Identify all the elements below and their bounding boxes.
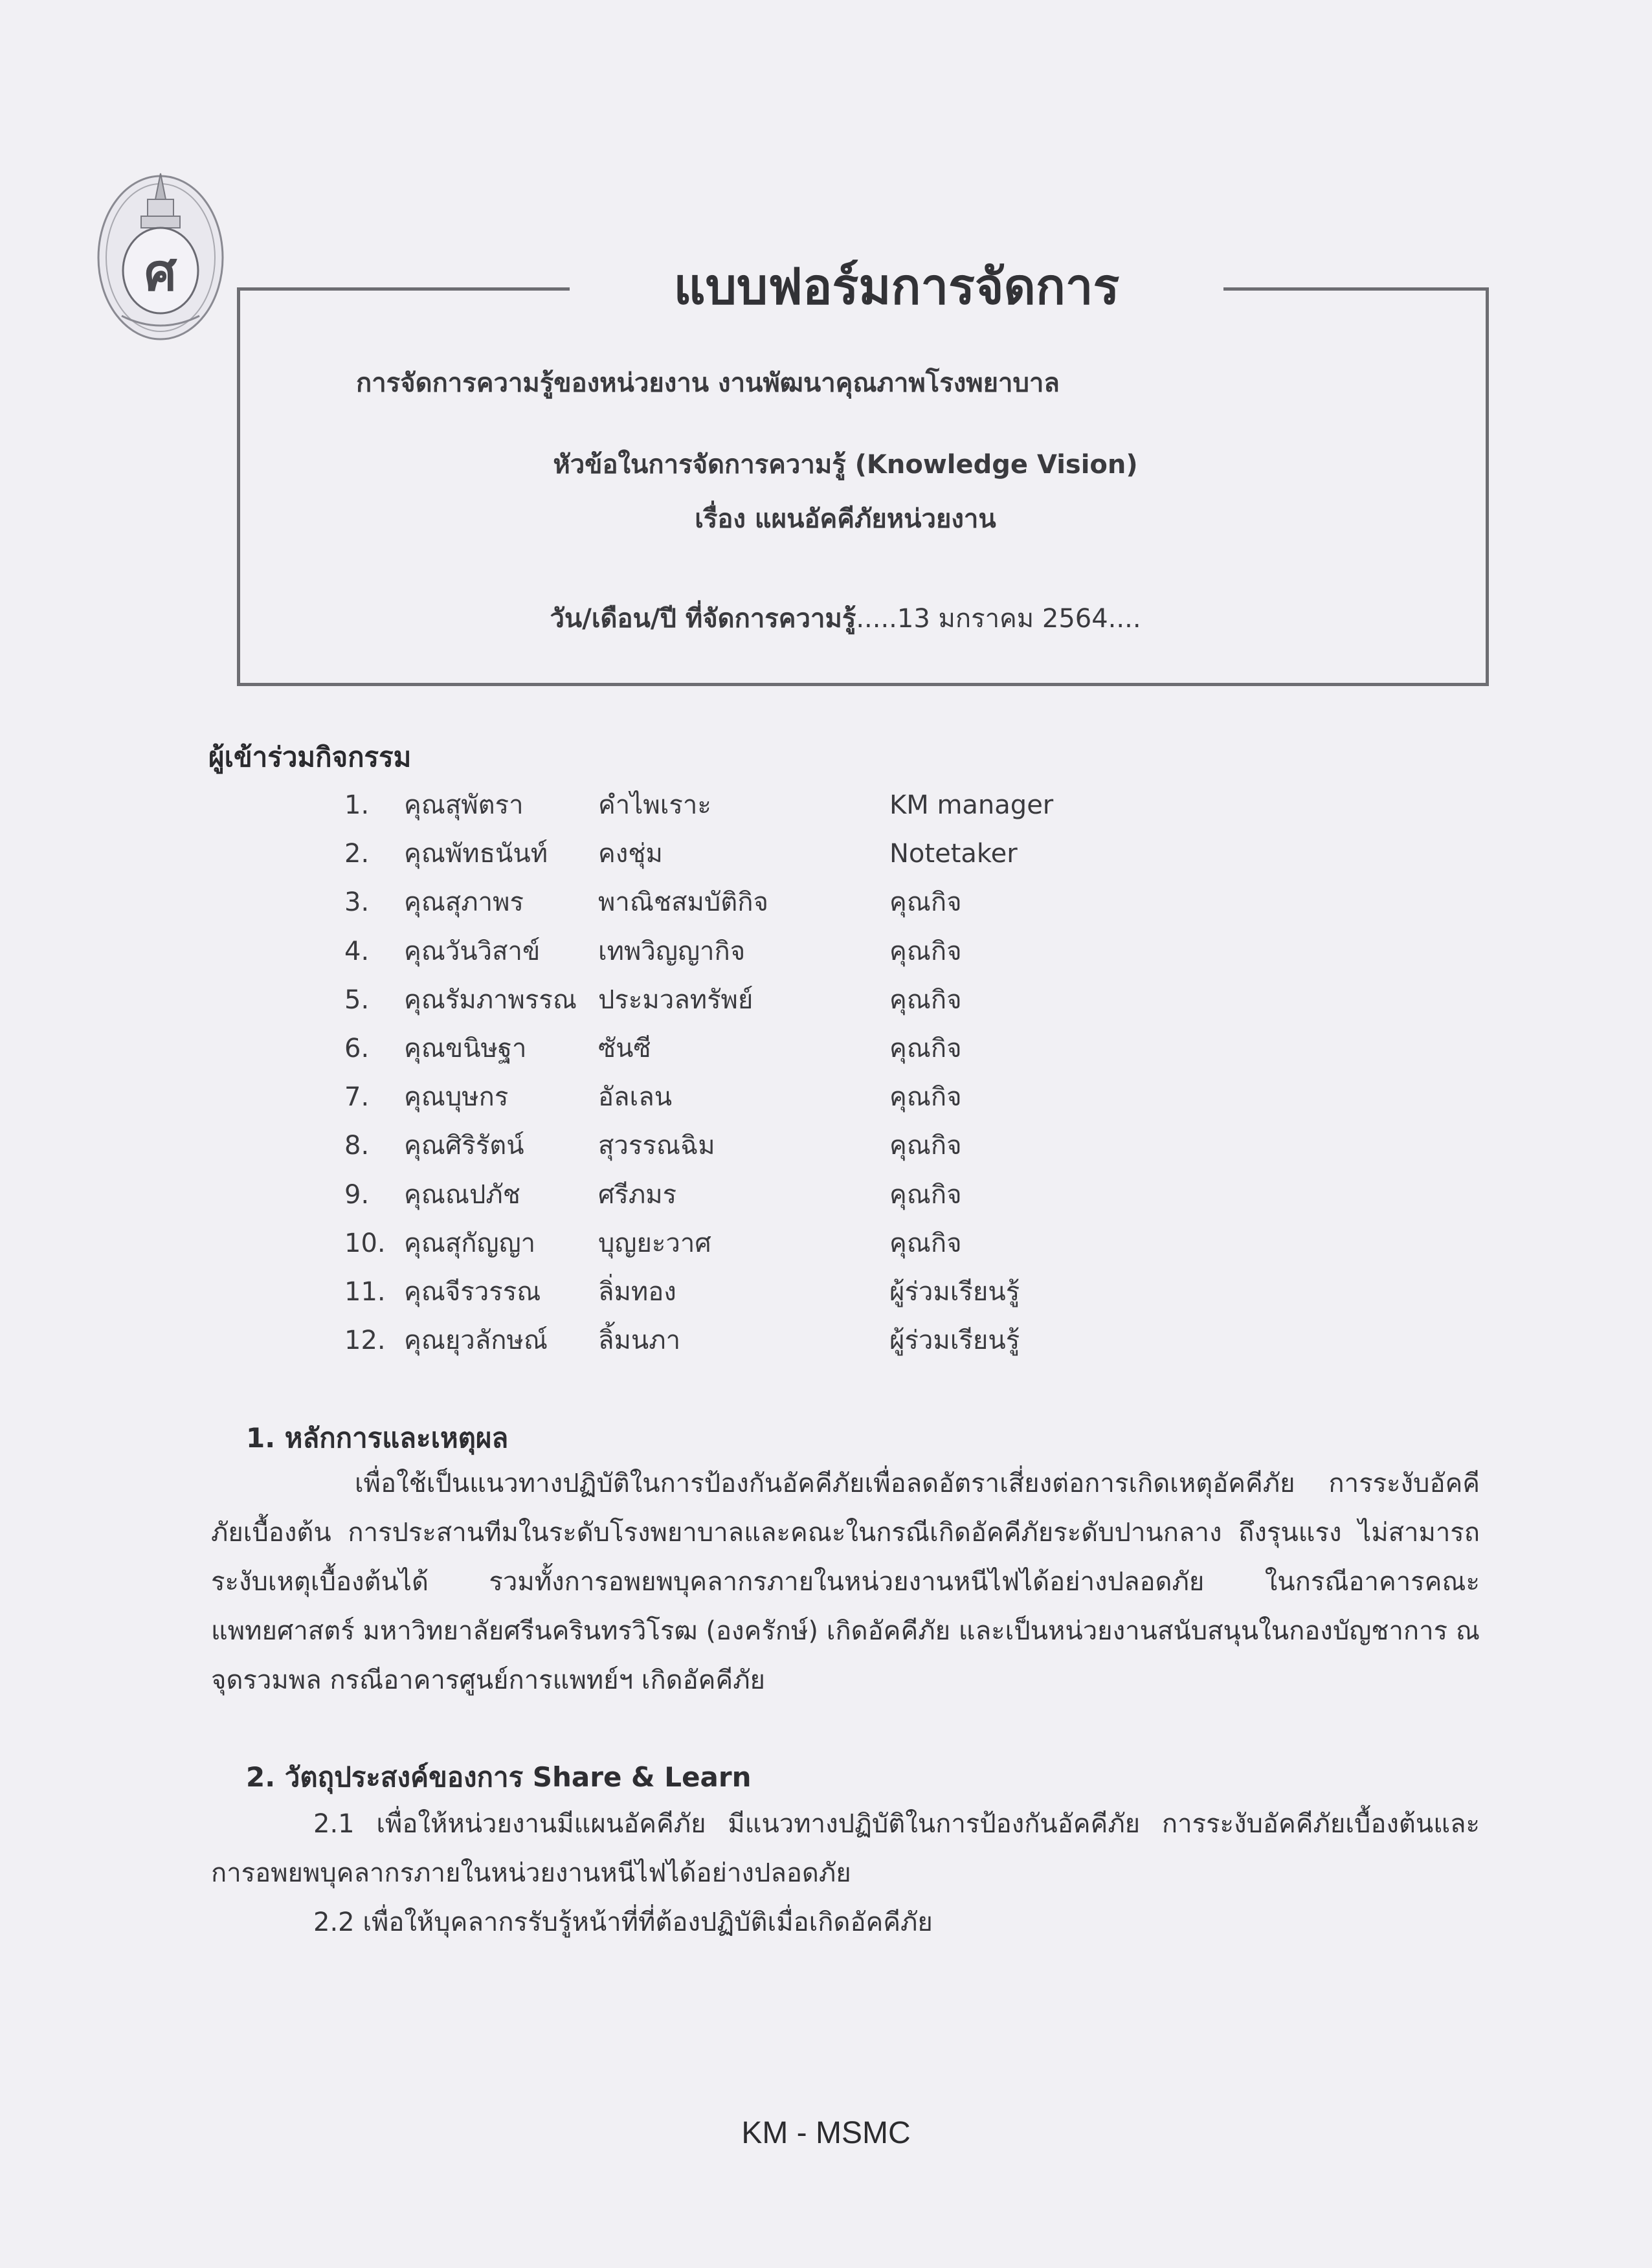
participant-row: [0, 1224, 1652, 1273]
participant-last-name: ซันซี: [598, 1033, 651, 1063]
participant-first-name: คุณณปภัช: [404, 1179, 520, 1210]
participant-row: [0, 883, 1652, 931]
participant-row: [0, 786, 1652, 834]
subject-line: เรื่อง แผนอัคคีภัยหน่วยงาน: [695, 504, 996, 534]
participant-first-name: คุณบุษกร: [404, 1082, 509, 1113]
participant-first-name: คุณจีรวรรณ: [404, 1276, 541, 1307]
participant-role: คุณกิจ: [889, 1131, 962, 1161]
footer-text: KM - MSMC: [741, 2116, 911, 2150]
participant-role: Notetaker: [889, 839, 1018, 869]
faculty-seal-icon: [96, 161, 225, 342]
participant-role: คุณกิจ: [889, 1033, 962, 1063]
participant-number: 11.: [344, 1276, 386, 1307]
participant-last-name: ศรีภมร: [598, 1179, 677, 1210]
participant-first-name: คุณสุกัญญา: [404, 1228, 536, 1258]
participant-number: 5.: [344, 984, 370, 1015]
section1-heading: 1. หลักการและเหตุผล: [246, 1422, 509, 1454]
participant-last-name: อัลเลน: [598, 1082, 673, 1113]
participant-last-name: คงชุ่ม: [598, 839, 663, 869]
participant-first-name: คุณศิริรัตน์: [404, 1131, 524, 1161]
participant-role: คุณกิจ: [889, 936, 962, 966]
participant-last-name: คำไพเราะ: [598, 790, 711, 820]
form-title: แบบฟอร์มการจัดการ: [673, 258, 1120, 315]
participant-number: 3.: [344, 887, 370, 918]
topic-line: หัวข้อในการจัดการความรู้ (Knowledge Vision): [553, 450, 1138, 480]
unit-line: การจัดการความรู้ของหน่วยงาน งานพัฒนาคุณภาพโรงพยาบาล: [356, 368, 1060, 398]
participant-first-name: คุณยุวลักษณ์: [404, 1326, 548, 1356]
participant-role: คุณกิจ: [889, 1082, 962, 1113]
participant-last-name: เทพวิญญากิจ: [598, 936, 746, 966]
participant-last-name: ประมวลทรัพย์: [598, 984, 753, 1015]
participant-number: 8.: [344, 1131, 370, 1161]
svg-text:ศ: ศ: [144, 244, 177, 302]
participant-row: [0, 1273, 1652, 1321]
date-line: [0, 599, 1652, 638]
participant-last-name: บุญยะวาศ: [598, 1228, 711, 1258]
participant-role: คุณกิจ: [889, 887, 962, 918]
participant-row: [0, 1321, 1652, 1370]
participant-row: [0, 834, 1652, 883]
participant-number: 12.: [344, 1326, 386, 1356]
participant-number: 9.: [344, 1179, 370, 1210]
participant-row: [0, 932, 1652, 981]
section2-item1: 2.1 เพื่อให้หน่วยงานมีแผนอัคคีภัย มีแนวทางปฏิบัติในการป้องกันอัคคีภัย การระงับอัคคีภัยเบื้องต้นและการอพยพบุคลากรภายในหน่วยงานหนีไฟได้อย่างปลอดภัย: [211, 1809, 1480, 1888]
participant-number: 10.: [344, 1228, 386, 1258]
participant-row: [0, 981, 1652, 1029]
participant-last-name: สุวรรณฉิม: [598, 1131, 715, 1161]
participant-row: [0, 1126, 1652, 1175]
participant-first-name: คุณสุภาพร: [404, 887, 524, 918]
participant-first-name: คุณวันวิสาข์: [404, 936, 541, 966]
participant-number: 6.: [344, 1033, 370, 1063]
participant-role: ผู้ร่วมเรียนรู้: [889, 1276, 1020, 1307]
participant-last-name: พาณิชสมบัติกิจ: [598, 887, 768, 918]
participant-first-name: คุณรัมภาพรรณ: [404, 984, 577, 1015]
participant-row: [0, 1029, 1652, 1078]
participant-role: KM manager: [889, 790, 1054, 820]
participant-number: 7.: [344, 1082, 370, 1113]
participant-role: ผู้ร่วมเรียนรู้: [889, 1326, 1020, 1356]
participant-row: [0, 1078, 1652, 1126]
participant-last-name: ลิ้มนภา: [598, 1326, 681, 1356]
frame-top-border-left: [237, 287, 570, 291]
participant-first-name: คุณสุพัตรา: [404, 790, 524, 820]
date-label: วัน/เดือน/ปี ที่จัดการความรู้: [550, 604, 856, 634]
participant-first-name: คุณพัทธนันท์: [404, 839, 548, 869]
frame-top-border-right: [1223, 287, 1489, 291]
participants-heading: ผู้เข้าร่วมกิจกรรม: [208, 741, 412, 773]
participant-number: 2.: [344, 839, 370, 869]
participant-role: คุณกิจ: [889, 1179, 962, 1210]
participant-role: คุณกิจ: [889, 984, 962, 1015]
participant-number: 1.: [344, 790, 370, 820]
section1-body: เพื่อใช้เป็นแนวทางปฏิบัติในการป้องกันอัคคีภัยเพื่อลดอัตราเสี่ยงต่อการเกิดเหตุอัคคีภัย การระงับอัคคีภัยเบื้องต้น การประสานทีมในระดับโรงพยาบาลและคณะในกรณีเกิดอัคคีภัยระดับปานกลาง ถึงรุนแรง ไม่สามารถระงับเหตุเบื้องต้นได้ รวมทั้งการอพยพบุคลากรภายในหน่วยงานหนีไฟได้อย่างปลอดภัย ในกรณีอาคารคณะแพทยศาสตร์ มหาวิทยาลัยศรีนครินทรวิโรฒ (องครักษ์) เกิดอัคคีภัย และเป็นหน่วยงานสนับสนุนในกองบัญชาการ ณ จุดรวมพล กรณีอาคารศูนย์การแพทย์ฯ เกิดอัคคีภัย: [211, 1469, 1480, 1695]
participant-row: [0, 1175, 1652, 1224]
participant-last-name: ลิ่มทอง: [598, 1276, 676, 1307]
section2-heading: 2. วัตถุประสงค์ของการ Share & Learn: [246, 1761, 752, 1793]
date-value: .....13 มกราคม 2564....: [856, 604, 1141, 634]
participant-first-name: คุณขนิษฐา: [404, 1033, 527, 1063]
participant-role: คุณกิจ: [889, 1228, 962, 1258]
participants-list: [0, 786, 1652, 1370]
participant-number: 4.: [344, 936, 370, 966]
section2-item2: 2.2 เพื่อให้บุคลากรรับรู้หน้าที่ที่ต้องปฏิบัติเมื่อเกิดอัคคีภัย: [313, 1907, 933, 1937]
